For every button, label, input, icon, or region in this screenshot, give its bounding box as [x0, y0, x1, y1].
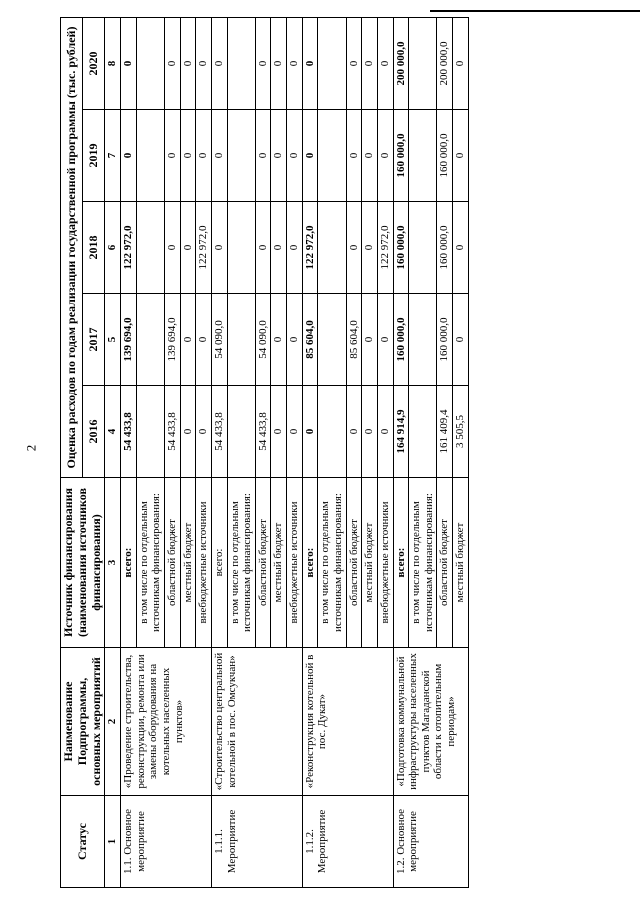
- value-cell: 0: [255, 17, 271, 109]
- row-source: областной бюджет: [437, 478, 453, 648]
- value-cell: 122 972,0: [121, 202, 137, 294]
- value-cell: 85 604,0: [302, 294, 318, 386]
- value-cell: 0: [453, 202, 469, 294]
- value-cell: 160 000,0: [437, 202, 453, 294]
- value-cell: 160 000,0: [393, 202, 409, 294]
- row-source: всего:: [121, 478, 137, 648]
- row-source: в том числе по отдельным источникам финансирования:: [136, 478, 164, 648]
- value-cell: 0: [287, 17, 303, 109]
- row-name: «Строительство центральной котельной в пос. Омсукчан»: [211, 648, 302, 796]
- table-row: [211, 17, 227, 887]
- value-cell: 0: [271, 386, 287, 478]
- value-cell: [227, 17, 255, 109]
- value-cell: [409, 17, 437, 109]
- value-cell: 0: [196, 294, 212, 386]
- value-cell: 139 694,0: [164, 294, 180, 386]
- value-cell: [227, 386, 255, 478]
- rotated-table-container: [60, 18, 540, 888]
- value-cell: [318, 202, 346, 294]
- value-cell: 0: [377, 17, 393, 109]
- header-year-2018: 2018: [83, 202, 105, 294]
- row-source: областной бюджет: [346, 478, 362, 648]
- row-name: «Проведение строительства, реконструкции, ремонта или замены оборудования на котельных населенных пунктов»: [121, 648, 212, 796]
- value-cell: 160 000,0: [437, 110, 453, 202]
- column-number: 4: [105, 386, 121, 478]
- financing-table: [60, 17, 469, 888]
- value-cell: [409, 386, 437, 478]
- row-source: местный бюджет: [180, 478, 196, 648]
- row-name: «Реконструкция котельной в пос. Дукат»: [302, 648, 393, 796]
- value-cell: 0: [362, 202, 378, 294]
- column-number: 5: [105, 294, 121, 386]
- row-source: внебюджетные источники: [377, 478, 393, 648]
- value-cell: 0: [271, 110, 287, 202]
- table-row: [393, 17, 409, 887]
- table-row: [302, 17, 318, 887]
- row-status: 1.1.1. Мероприятие: [211, 796, 302, 888]
- value-cell: 0: [121, 110, 137, 202]
- value-cell: [318, 17, 346, 109]
- value-cell: 0: [377, 110, 393, 202]
- value-cell: 0: [362, 294, 378, 386]
- value-cell: [136, 202, 164, 294]
- value-cell: 54 090,0: [211, 294, 227, 386]
- value-cell: 0: [271, 17, 287, 109]
- column-number: 2: [105, 648, 121, 796]
- row-source: областной бюджет: [164, 478, 180, 648]
- value-cell: 0: [362, 110, 378, 202]
- value-cell: [136, 294, 164, 386]
- value-cell: 200 000,0: [393, 17, 409, 109]
- value-cell: [227, 294, 255, 386]
- value-cell: 139 694,0: [121, 294, 137, 386]
- column-number: 7: [105, 110, 121, 202]
- row-status: 1.1.2. Мероприятие: [302, 796, 393, 888]
- value-cell: [136, 17, 164, 109]
- value-cell: 0: [302, 17, 318, 109]
- row-source: местный бюджет: [453, 478, 469, 648]
- column-number: 3: [105, 478, 121, 648]
- value-cell: [136, 110, 164, 202]
- value-cell: 54 433,8: [211, 386, 227, 478]
- column-number: 8: [105, 17, 121, 109]
- row-source: всего:: [393, 478, 409, 648]
- value-cell: 0: [180, 110, 196, 202]
- value-cell: 54 433,8: [121, 386, 137, 478]
- value-cell: [318, 386, 346, 478]
- value-cell: [227, 202, 255, 294]
- value-cell: 0: [287, 202, 303, 294]
- value-cell: 122 972,0: [377, 202, 393, 294]
- value-cell: [136, 386, 164, 478]
- value-cell: 122 972,0: [302, 202, 318, 294]
- value-cell: 0: [196, 17, 212, 109]
- header-year-2016: 2016: [83, 386, 105, 478]
- top-rule: [430, 10, 640, 12]
- value-cell: [318, 294, 346, 386]
- value-cell: 0: [362, 17, 378, 109]
- value-cell: 0: [453, 110, 469, 202]
- row-source: местный бюджет: [271, 478, 287, 648]
- row-source: областной бюджет: [255, 478, 271, 648]
- value-cell: 0: [180, 294, 196, 386]
- value-cell: 0: [211, 202, 227, 294]
- value-cell: 0: [377, 294, 393, 386]
- value-cell: 0: [180, 386, 196, 478]
- value-cell: 0: [287, 110, 303, 202]
- value-cell: 0: [271, 294, 287, 386]
- value-cell: 200 000,0: [437, 17, 453, 109]
- value-cell: 164 914,9: [393, 386, 409, 478]
- column-number: 6: [105, 202, 121, 294]
- row-source: всего:: [211, 478, 227, 648]
- value-cell: 0: [287, 386, 303, 478]
- header-name: Наименование Подпрограммы, основных мероприятий: [61, 648, 105, 796]
- page-number: 2: [23, 444, 39, 452]
- value-cell: 54 090,0: [255, 294, 271, 386]
- value-cell: 0: [287, 294, 303, 386]
- value-cell: 0: [164, 110, 180, 202]
- value-cell: 0: [180, 202, 196, 294]
- table-row: [121, 17, 137, 887]
- value-cell: 0: [196, 386, 212, 478]
- value-cell: 0: [346, 202, 362, 294]
- header-estimate: Оценка расходов по годам реализации государственной программы (тыс. рублей): [61, 17, 83, 477]
- value-cell: 0: [302, 110, 318, 202]
- value-cell: 0: [377, 386, 393, 478]
- value-cell: [318, 110, 346, 202]
- value-cell: 0: [362, 386, 378, 478]
- row-source: в том числе по отдельным источникам финансирования:: [227, 478, 255, 648]
- value-cell: 161 409,4: [437, 386, 453, 478]
- header-status: Статус: [61, 796, 105, 888]
- value-cell: 0: [211, 110, 227, 202]
- value-cell: 160 000,0: [437, 294, 453, 386]
- value-cell: 85 604,0: [346, 294, 362, 386]
- value-cell: [409, 110, 437, 202]
- value-cell: 0: [453, 294, 469, 386]
- value-cell: 0: [255, 110, 271, 202]
- value-cell: [409, 202, 437, 294]
- row-source: внебюджетные источники: [287, 478, 303, 648]
- value-cell: 54 433,8: [255, 386, 271, 478]
- header-year-2017: 2017: [83, 294, 105, 386]
- value-cell: [409, 294, 437, 386]
- header-year-2019: 2019: [83, 110, 105, 202]
- column-number: 1: [105, 796, 121, 888]
- value-cell: 0: [164, 202, 180, 294]
- row-status: 1.2. Основное мероприятие: [393, 796, 468, 888]
- row-source: в том числе по отдельным источникам финансирования:: [318, 478, 346, 648]
- value-cell: 160 000,0: [393, 110, 409, 202]
- header-year-2020: 2020: [83, 17, 105, 109]
- row-source: в том числе по отдельным источникам финансирования:: [409, 478, 437, 648]
- row-status: 1.1. Основное мероприятие: [121, 796, 212, 888]
- header-source: Источник финансирования (наименования источников финансирования): [61, 478, 105, 648]
- value-cell: 160 000,0: [393, 294, 409, 386]
- value-cell: 3 505,5: [453, 386, 469, 478]
- value-cell: 0: [346, 110, 362, 202]
- value-cell: 0: [346, 17, 362, 109]
- value-cell: 0: [271, 202, 287, 294]
- row-name: «Подготовка коммунальной инфраструктуры населенных пунктов Магаданской области к отопительным периодам»: [393, 648, 468, 796]
- value-cell: 54 433,8: [164, 386, 180, 478]
- value-cell: [227, 110, 255, 202]
- row-source: всего:: [302, 478, 318, 648]
- value-cell: 0: [180, 17, 196, 109]
- value-cell: 0: [302, 386, 318, 478]
- value-cell: 0: [121, 17, 137, 109]
- row-source: местный бюджет: [362, 478, 378, 648]
- value-cell: 122 972,0: [196, 202, 212, 294]
- value-cell: 0: [255, 202, 271, 294]
- value-cell: 0: [164, 17, 180, 109]
- value-cell: 0: [211, 17, 227, 109]
- row-source: внебюджетные источники: [196, 478, 212, 648]
- value-cell: 0: [453, 17, 469, 109]
- value-cell: 0: [346, 386, 362, 478]
- value-cell: 0: [196, 110, 212, 202]
